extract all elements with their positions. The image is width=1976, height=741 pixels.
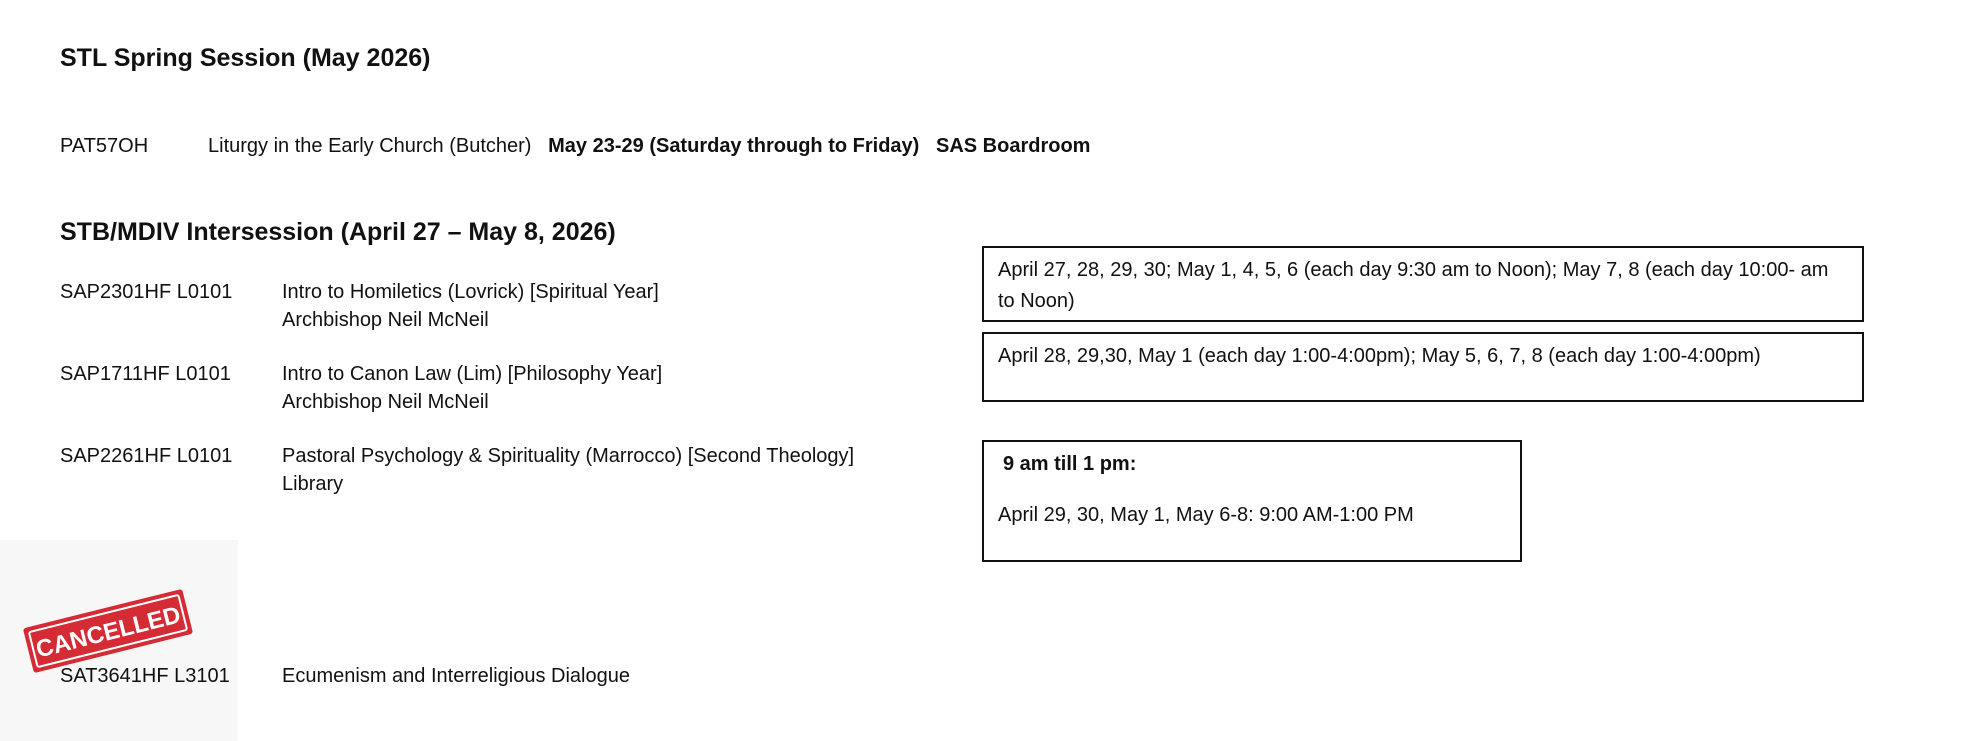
spring-course-room: SAS Boardroom [935, 135, 1091, 157]
course-name: Intro to Homiletics (Lovrick) [Spiritual Year] [282, 281, 659, 303]
schedule-text: April 28, 29,30, May 1 (each day 1:00-4:00pm); May 5, 6, 7, 8 (each day 1:00-4:00pm) [998, 345, 1761, 367]
spring-course-row [208, 132, 1090, 160]
schedule-heading: 9 am till 1 pm: [1003, 453, 1137, 475]
course-code: SAT3641HF L3101 [60, 665, 230, 687]
stamp-label: CANCELLED [33, 601, 184, 664]
schedule-box-homiletics [982, 246, 1864, 322]
spring-course-dates: May 23-29 (Saturday through to Friday) [548, 135, 920, 157]
schedule-text: April 27, 28, 29, 30; May 1, 4, 5, 6 (each day 9:30 am to Noon); May 7, 8 (each day 10:00- am to Noon) [998, 259, 1829, 312]
course-room: Library [282, 473, 344, 495]
schedule-box-pastoral [982, 440, 1522, 562]
course-code: SAP2301HF L0101 [60, 281, 233, 303]
course-room: Archbishop Neil McNeil [282, 391, 489, 413]
course-name: Ecumenism and Interreligious Dialogue [282, 665, 630, 687]
intersession-title: STB/MDIV Intersession (April 27 – May 8, 2026) [60, 218, 616, 246]
course-name: Intro to Canon Law (Lim) [Philosophy Year] [282, 363, 663, 385]
course-room: Archbishop Neil McNeil [282, 309, 489, 331]
spring-course-code: PAT57OH [60, 135, 149, 157]
schedule-text: April 29, 30, May 1, May 6-8: 9:00 AM-1:00 PM [998, 504, 1414, 526]
course-code: SAP2261HF L0101 [60, 445, 233, 467]
course-name: Pastoral Psychology & Spirituality (Marrocco) [Second Theology] [282, 445, 855, 467]
schedule-box-canon-law [982, 332, 1864, 402]
spring-session-title: STL Spring Session (May 2026) [60, 44, 431, 72]
course-code: SAP1711HF L0101 [60, 363, 231, 385]
spring-course-name: Liturgy in the Early Church (Butcher) [208, 135, 532, 157]
